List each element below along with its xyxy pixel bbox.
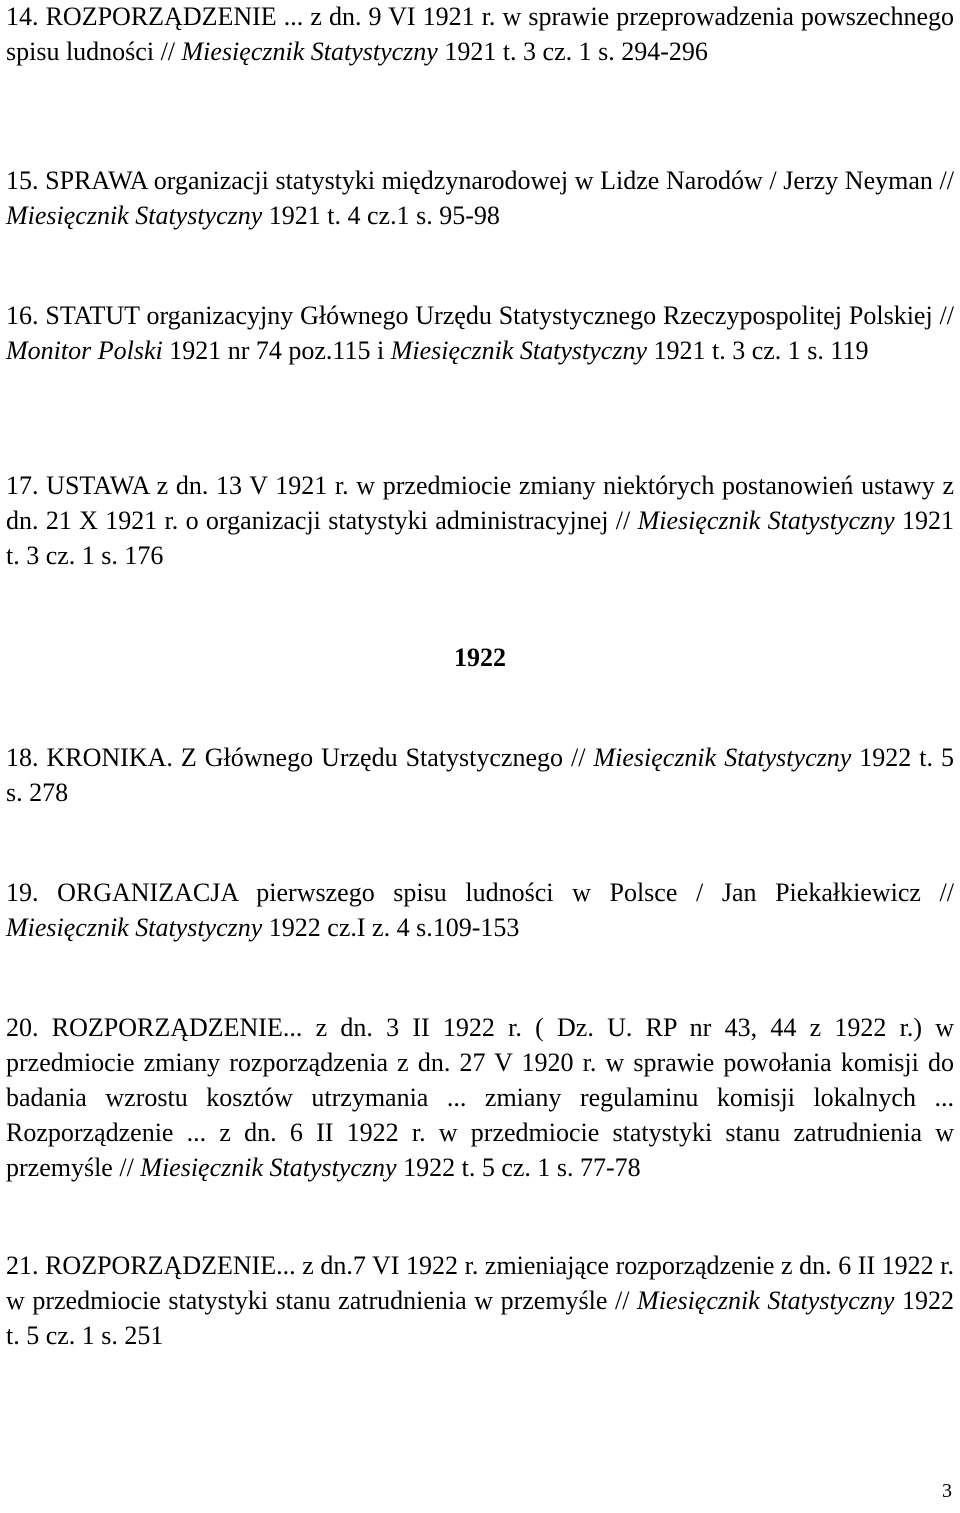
entry-text: 1921 t. 3 cz. 1 s. 176	[6, 506, 955, 570]
entry-text: 21. ROZPORZĄDZENIE... z dn.7 VI 1922 r. zmieniające rozporządzenie z dn. 6 II 1922 r. w przedmiocie statystyki stanu zatrudnienia w przemyśle //	[6, 1251, 954, 1315]
entry-text: 14. ROZPORZĄDZENIE ... z dn. 9 VI 1921 r. w sprawie przeprowadzenia powszechnego spisu ludności //	[6, 2, 954, 66]
journal-title: Miesięcznik Statystyczny	[390, 336, 647, 365]
entry-text: 1922 cz.I z. 4 s.109-153	[262, 913, 520, 942]
entry-text: 1922 t. 5 s. 278	[6, 743, 954, 807]
journal-title: Miesięcznik Statystyczny	[181, 37, 438, 66]
journal-title: Miesięcznik Statystyczny	[6, 913, 263, 942]
entry-text: 19. ORGANIZACJA pierwszego spisu ludności w Polsce / Jan Piekałkiewicz //	[6, 878, 954, 907]
bibliography-entry-19	[6, 875, 954, 945]
bibliography-entry-16	[6, 298, 954, 368]
bibliography-entry-15	[6, 163, 954, 233]
entry-text: 1921 t. 3 cz. 1 s. 119	[646, 336, 869, 365]
bibliography-entry-14	[6, 0, 954, 69]
entry-text: 18. KRONIKA. Z Głównego Urzędu Statystycznego //	[6, 743, 594, 772]
entry-text: 15. SPRAWA organizacji statystyki międzynarodowej w Lidze Narodów / Jerzy Neyman //	[6, 166, 954, 195]
journal-title: Miesięcznik Statystyczny	[637, 1286, 895, 1315]
journal-title: Miesięcznik Statystyczny	[637, 506, 895, 535]
entry-text: 20. ROZPORZĄDZENIE... z dn. 3 II 1922 r. ( Dz. U. RP nr 43, 44 z 1922 r.) w przedmiocie zmiany rozporządzenia z dn. 27 V 1920 r. w sprawie powołania komisji do badania wzrostu kosztów utrzymania ... zmiany regulaminu komisji lokalnych ... Rozporządzenie ... z dn. 6 II 1922 r. w przedmiocie statystyki stanu zatrudnienia w przemyśle //	[6, 1013, 954, 1182]
bibliography-entry-17	[6, 468, 954, 573]
entry-text: 1921 t. 4 cz.1 s. 95-98	[262, 201, 500, 230]
bibliography-entry-20	[6, 1010, 954, 1185]
journal-title: Miesięcznik Statystyczny	[593, 743, 852, 772]
entry-text: 16. STATUT organizacyjny Głównego Urzędu Statystycznego Rzeczypospolitej Polskiej //	[6, 301, 954, 330]
entry-text: 1922 t. 5 cz. 1 s. 251	[6, 1286, 955, 1350]
bibliography-entry-18	[6, 740, 954, 810]
year-heading: 1922	[454, 643, 506, 672]
entry-text: 1921 nr 74 poz.115 i	[162, 336, 391, 365]
entry-text: 1921 t. 3 cz. 1 s. 294-296	[437, 37, 708, 66]
bibliography-entry-21	[6, 1248, 954, 1353]
journal-title: Monitor Polski	[6, 336, 163, 365]
journal-title: Miesięcznik Statystyczny	[140, 1153, 397, 1182]
journal-title: Miesięcznik Statystyczny	[6, 201, 263, 230]
entry-text: 17. USTAWA z dn. 13 V 1921 r. w przedmiocie zmiany niektórych postanowień ustawy z dn. 21 X 1921 r. o organizacji statystyki administracyjnej //	[6, 471, 954, 535]
page-number: 3	[942, 1480, 952, 1502]
entry-text: 1922 t. 5 cz. 1 s. 77-78	[396, 1153, 641, 1182]
